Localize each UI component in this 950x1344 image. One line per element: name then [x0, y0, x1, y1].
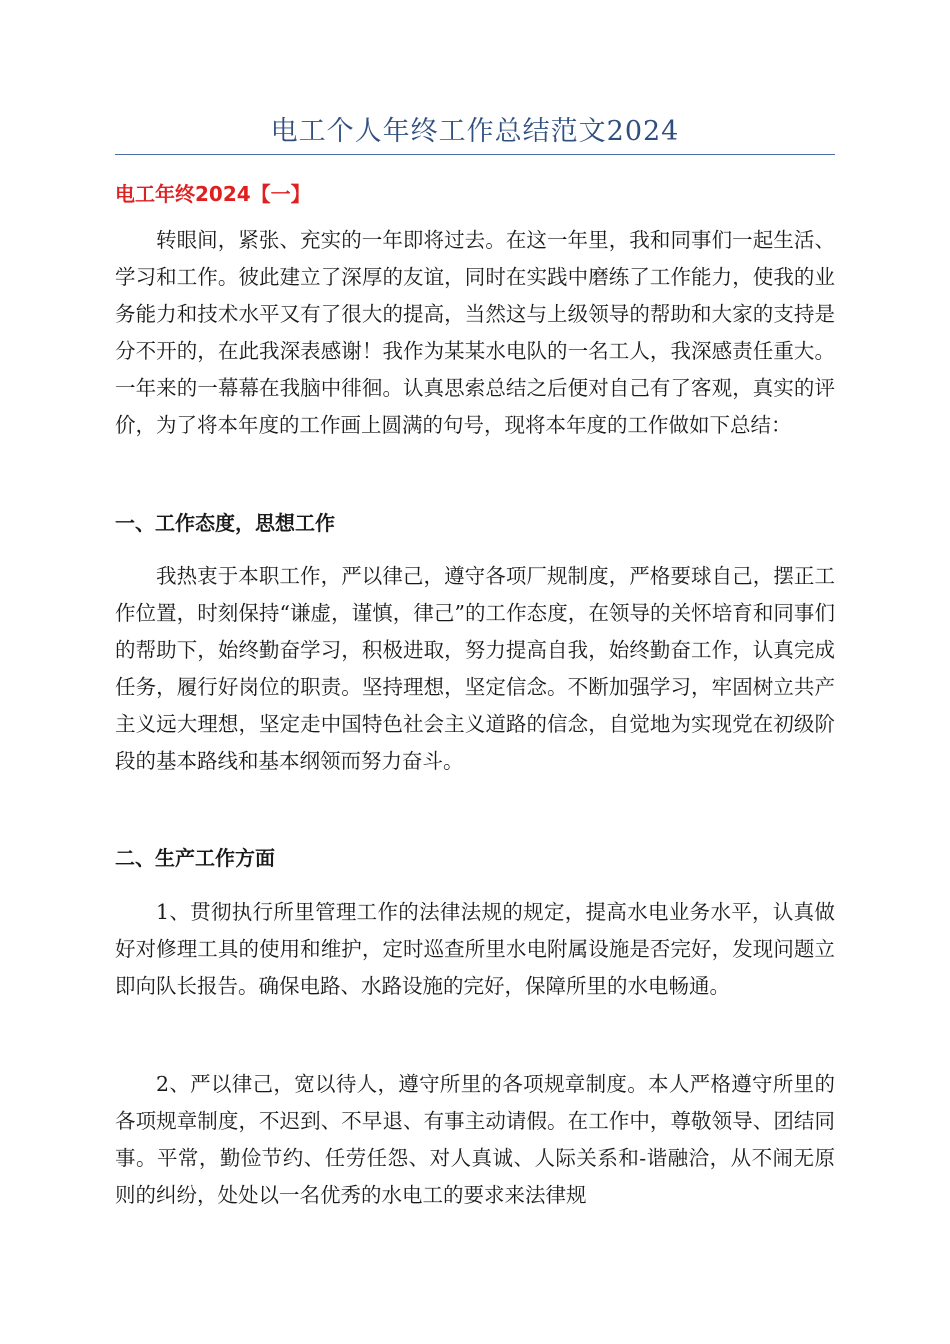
- title-divider: [115, 154, 835, 155]
- section-1-body-block: [115, 558, 835, 780]
- section-2-item-1: 1、贯彻执行所里管理工作的法律法规的规定，提高水电业务水平，认真做好对修理工具的使用和维护，定时巡查所里水电附属设施是否完好，发现问题立即向队长报告。确保电路、水路设施的完好，保障所里的水电畅通。: [115, 900, 835, 998]
- section-2-item-1-block: [115, 894, 835, 1005]
- section-1-paragraph: 我热衷于本职工作，严以律己，遵守各项厂规制度，严格要球自己，摆正工作位置，时刻保持“谦虚，谨慎，律己”的工作态度，在领导的关怀培育和同事们的帮助下，始终勤奋学习，积极进取，努力提高自我，始终勤奋工作，认真完成任务，履行好岗位的职责。坚持理想，坚定信念。不断加强学习，牢固树立共产主义远大理想，坚定走中国特色社会主义道路的信念，自觉地为实现党在初级阶段的基本路线和基本纲领而努力奋斗。: [115, 564, 835, 773]
- section-2-heading: 二、生产工作方面: [115, 846, 275, 870]
- subtitle-heading: 电工年终2024【一】: [115, 182, 311, 206]
- intro-paragraph: 转眼间，紧张、充实的一年即将过去。在这一年里，我和同事们一起生活、学习和工作。彼此建立了深厚的友谊，同时在实践中磨练了工作能力，使我的业务能力和技术水平又有了很大的提高，当然这与上级领导的帮助和大家的支持是分不开的，在此我深表感谢！我作为某某水电队的一名工人，我深感责任重大。一年来的一幕幕在我脑中徘徊。认真思索总结之后便对自己有了客观，真实的评价，为了将本年度的工作画上圆满的句号，现将本年度的工作做如下总结：: [115, 228, 835, 437]
- section-2-item-2: 2、严以律己，宽以待人，遵守所里的各项规章制度。本人严格遵守所里的各项规章制度，不迟到、不早退、有事主动请假。在工作中，尊敬领导、团结同事。平常，勤俭节约、任劳任怨、对人真诚、人际关系和-谐融洽，从不闹无原则的纠纷，处处以一名优秀的水电工的要求来法律规: [115, 1072, 835, 1207]
- intro-block: [115, 222, 835, 444]
- section-1-heading-block: [115, 507, 835, 539]
- section-2-item-2-block: [115, 1066, 835, 1214]
- section-2-heading-block: [115, 842, 835, 874]
- section-1-heading: 一、工作态度，思想工作: [115, 511, 335, 535]
- document-title: 电工个人年终工作总结范文2024: [270, 116, 680, 147]
